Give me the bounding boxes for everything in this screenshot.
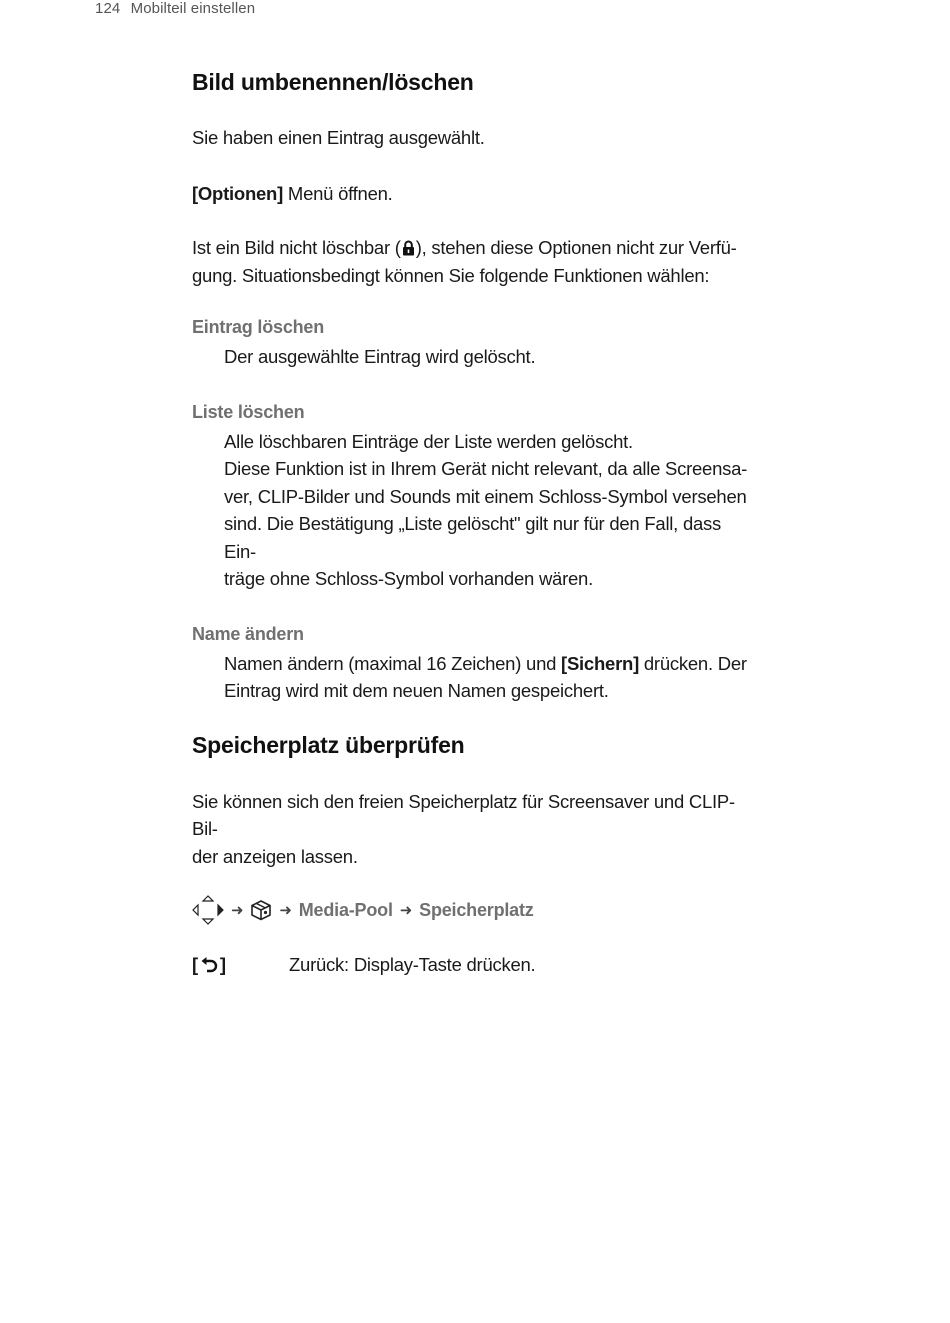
back-key-bracket-open: [ — [192, 954, 198, 975]
option-rename — [192, 621, 757, 705]
option-title: Eintrag löschen — [192, 317, 325, 337]
page-content — [192, 66, 757, 979]
back-arrow-icon — [199, 956, 219, 974]
lock-icon — [402, 240, 415, 256]
path-arrow: ➜ — [231, 902, 244, 919]
page-number: 124 — [95, 0, 121, 17]
menu-path — [192, 893, 757, 927]
heading-rename-delete: Bild umbenennen/löschen — [192, 69, 474, 95]
options-text: Menü öffnen. — [283, 182, 393, 204]
heading-check-memory: Speicherplatz überprüfen — [192, 731, 465, 758]
memory-intro — [192, 788, 757, 871]
option-description-line: träge ohne Schloss-Symbol vorhanden wären. — [224, 568, 593, 589]
rename-text-after: drücken. Der — [638, 652, 747, 674]
option-title: Name ändern — [192, 623, 304, 644]
section-title: Mobilteil einstellen — [130, 0, 256, 17]
option-description: Der ausgewählte Eintrag wird gelöscht. — [224, 346, 536, 367]
options-key: [Optionen] — [192, 182, 284, 204]
lock-note-before: Ist ein Bild nicht löschbar ( — [192, 237, 401, 258]
option-delete-entry — [192, 314, 757, 371]
back-key-bracket-close: ] — [219, 954, 226, 975]
option-description-line: Alle löschbaren Einträge der Liste werden gelöscht. — [224, 430, 633, 452]
intro-text: Sie haben einen Eintrag ausgewählt. — [192, 127, 485, 148]
back-key-row — [192, 951, 757, 979]
back-key — [192, 951, 289, 979]
memory-intro-line2: der anzeigen lassen. — [192, 845, 358, 867]
save-key: [Sichern] — [561, 652, 639, 674]
path-step-media-pool: Media-Pool — [298, 899, 393, 920]
path-arrow: ➜ — [279, 902, 292, 919]
option-description-line: Eintrag wird mit dem neuen Namen gespeichert. — [224, 680, 609, 701]
media-pool-icon — [250, 899, 272, 921]
lock-note-line2: gung. Situationsbedingt können Sie folgende Funktionen wählen: — [192, 264, 710, 286]
navigation-key-icon — [192, 895, 224, 925]
memory-intro-line1: Sie können sich den freien Speicherplatz für Screensaver und CLIP-Bil- — [192, 790, 735, 839]
option-description-line: ver, CLIP-Bilder und Sounds mit einem Schloss-Symbol versehen — [224, 485, 747, 507]
lock-note-after: ), stehen diese Optionen nicht zur Verfü- — [415, 237, 737, 258]
rename-text-before: Namen ändern (maximal 16 Zeichen) und — [224, 652, 562, 674]
page-header — [95, 0, 255, 17]
option-title: Liste löschen — [192, 401, 305, 422]
back-key-description: Zurück: Display-Taste drücken. — [289, 954, 536, 975]
lock-note — [192, 234, 757, 289]
option-description-line: sind. Die Bestätigung „Liste gelöscht" gilt nur für den Fall, dass Ein- — [224, 513, 722, 562]
options-instruction — [192, 180, 757, 208]
option-description-line — [224, 650, 757, 678]
path-step-memory: Speicherplatz — [419, 899, 534, 920]
option-description-line: Diese Funktion ist in Ihrem Gerät nicht relevant, da alle Screensa- — [224, 458, 748, 479]
option-delete-list — [192, 399, 757, 593]
path-arrow: ➜ — [399, 902, 413, 919]
